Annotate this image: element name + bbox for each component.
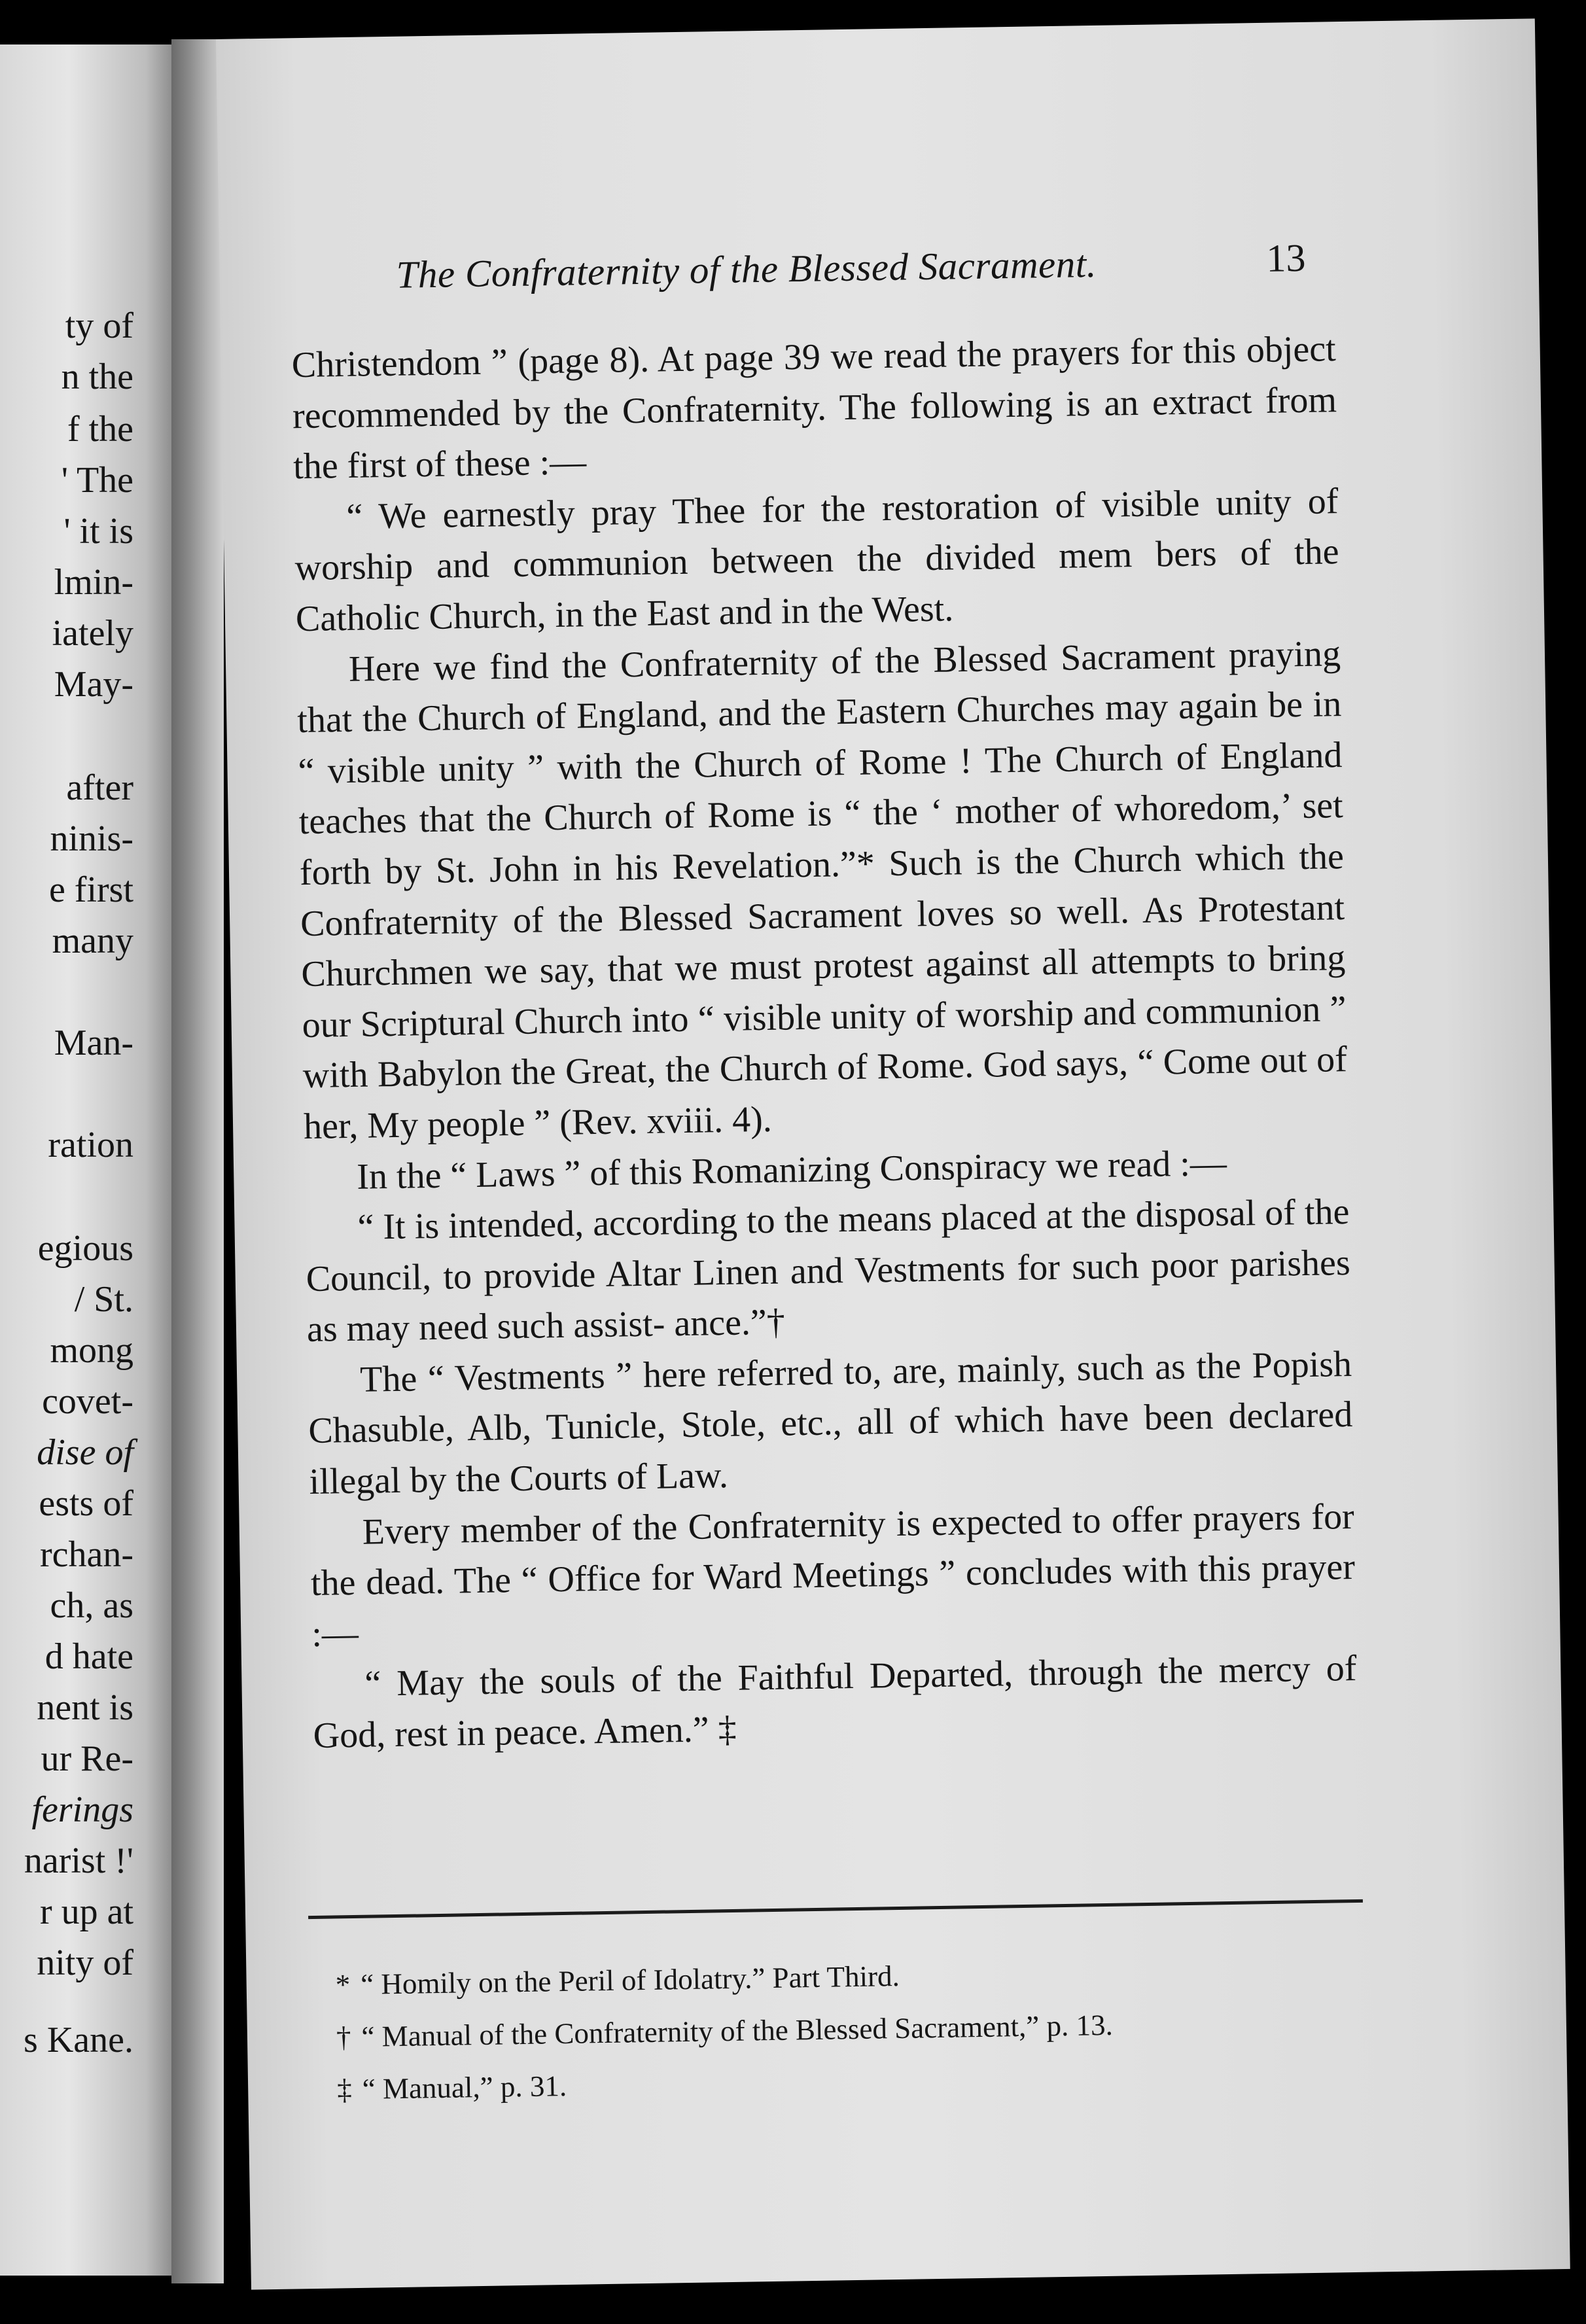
running-head: The Confraternity of the Blessed Sacrament. [396,241,1097,296]
previous-page-fragment: rchan- [39,1534,133,1575]
previous-page-fragment: ' The [61,460,133,501]
footnote-marker: ‡ [336,2073,353,2106]
footnote-divider [308,1899,1363,1919]
paragraph: Every member of the Confraternity is expected to offer prayers for the dead. The “ Office for Ward Meetings ” concludes with this prayer :— [310,1496,1356,1655]
previous-page-fragment: n the [61,357,133,397]
previous-page-fragment: after [66,767,133,808]
book-page [216,18,1570,2289]
previous-page-fragment: d hate [44,1636,133,1677]
previous-page-fragment: many [52,921,133,961]
previous-page-fragment: narist !' [24,1840,133,1881]
previous-page-fragment: May- [54,664,133,705]
previous-page-fragment: ' it is [63,511,133,552]
previous-page-fragment: nity of [37,1943,133,1983]
footnote-marker: † [336,2020,351,2054]
paragraph: “ We earnestly pray Thee for the restoration of visible unity of worship and communion between the divided mem bers of the Catholic Church, in the East and in the West. [294,480,1340,640]
previous-page-strip [0,44,171,2276]
previous-page-fragment: ration [48,1125,133,1165]
footnotes [335,1943,1345,2115]
previous-page-fragment: ferings [31,1789,133,1830]
previous-page-fragment: ur Re- [41,1738,133,1779]
book-gutter [171,39,224,2283]
previous-page-fragment: nent is [37,1687,133,1728]
paragraph: “ It is intended, according to the means placed at the disposal of the Council, to provide Altar Linen and Vestments for such poor parishes as may need such assist- ance.”† [306,1191,1351,1350]
body-text [291,324,1358,1761]
footnote-text: “ Manual of the Confraternity of the Blessed Sacrament,” p. 13. [361,2008,1114,2053]
previous-page-fragment: Man- [54,1023,133,1063]
paragraph: “ May the souls of the Faithful Departed, through the mercy of God, rest in peace. Amen.” ‡ [313,1648,1357,1757]
previous-page-fragment: egious [37,1228,133,1269]
previous-page-fragment: / St. [74,1279,133,1320]
paragraph: The “ Vestments ” here referred to, are, mainly, such as the Popish Chasuble, Alb, Tunicle, Stole, etc., all of which have been declared illegal by the Courts of Law. [308,1343,1353,1503]
paragraph: Here we find the Confraternity of the Blessed Sacrament praying that the Church of England, and the Eastern Churches may again be in “ visible unity ” with the Church of Rome ! The Church of England teaches that the Church of Rome is “ the ‘ mother of whoredom,’ set forth by St. John in his Revelation.”* Such is the Church which the Confraternity of the Blessed Sacrament loves so well. As Protestant Churchmen we say, that we must protest against all attempts to bring our Scriptural Church into “ visible unity of worship and communion ” with Babylon the Great, the Church of Rome. God says, “ Come out of her, My people ” (Rev. xviii. 4). [296,633,1348,1148]
previous-page-fragment: ninis- [50,819,133,859]
previous-page-fragment: ty of [65,306,133,346]
previous-page-fragment: ch, as [50,1585,133,1626]
page-number: 13 [1265,236,1306,280]
previous-page-fragment: r up at [39,1892,133,1932]
previous-page-fragment: f the [67,409,133,449]
paragraph: In the “ Laws ” of this Romanizing Conspiracy we read :— [356,1142,1227,1197]
previous-page-fragment: dise of [37,1432,133,1473]
previous-page-fragment: mong [50,1330,133,1371]
previous-page-fragment: ests of [39,1483,133,1524]
previous-page-fragment: e first [48,870,133,910]
footnote-text: “ Homily on the Peril of Idolatry.” Part Third. [360,1959,900,2001]
previous-page-fragment: covet- [42,1381,133,1422]
paragraph: Christendom ” (page 8). At page 39 we read the prayers for this object recommended by the Confraternity. The following is an extract from the first of these :— [291,328,1337,487]
footnote-text: “ Manual,” p. 31. [362,2069,567,2105]
previous-page-fragment: iately [52,613,133,654]
previous-page-fragment: lmin- [54,562,133,603]
previous-page-fragment: s Kane. [24,2020,133,2060]
footnote-marker: * [335,1968,351,2001]
